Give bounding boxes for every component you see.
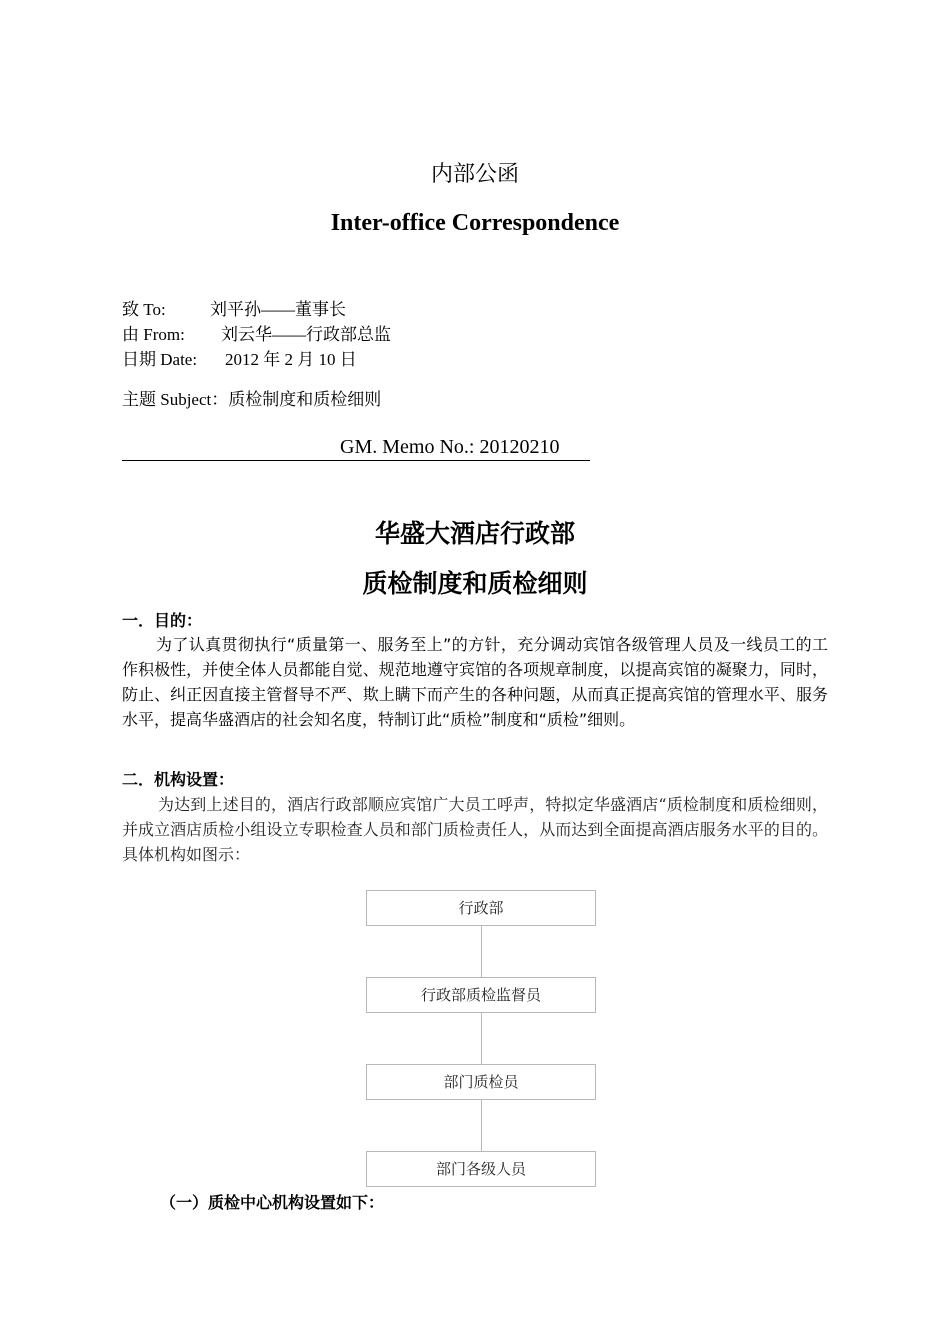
org-connector-2	[481, 1013, 482, 1064]
org-connector-1	[481, 926, 482, 977]
from-line	[122, 323, 391, 347]
org-box-dept-staff: 部门各级人员	[366, 1151, 596, 1187]
subject-value: 质检制度和质检细则	[228, 390, 382, 409]
memo-number: GM. Memo No.: 20120210	[340, 436, 560, 458]
to-label: 致 To:	[122, 300, 166, 319]
subject-line	[122, 388, 381, 412]
section1-paragraph: 为了认真贯彻执行“质量第一、服务至上”的方针，充分调动宾馆各级管理人员及一线员工的工作积极性，并使全体人员都能自觉、规范地遵守宾馆的各项规章制度，以提高宾馆的凝聚力，同时，防止、纠正因直接主管督导不严、欺上瞒下而产生的各种问题，从而真正提高宾馆的管理水平、服务水平，提高华盛酒店的社会知名度，特制订此“质检”制度和“质检”细则。	[122, 635, 828, 729]
from-value: 刘云华——行政部总监	[221, 325, 391, 344]
subject-label: 主题 Subject：	[122, 390, 229, 409]
from-label: 由 From:	[122, 325, 185, 344]
org-box-dept-inspector: 部门质检员	[366, 1064, 596, 1100]
section2-heading: 二．机构设置：	[122, 770, 235, 789]
to-line	[122, 298, 346, 322]
date-label: 日期 Date:	[122, 350, 198, 369]
doc-title: 质检制度和质检细则	[362, 569, 588, 598]
org-box-admin: 行政部	[366, 890, 596, 926]
to-value: 刘平孙——董事长	[210, 300, 346, 319]
org-box-supervisor: 行政部质检监督员	[366, 977, 596, 1013]
memo-title-english: Inter-office Correspondence	[330, 210, 620, 236]
org-connector-3	[481, 1100, 482, 1151]
org-title: 华盛大酒店行政部	[374, 519, 575, 548]
memo-number-line	[122, 434, 590, 461]
memo-title-chinese: 内部公函	[430, 162, 519, 187]
date-line	[122, 348, 357, 372]
date-value: 2012 年 2 月 10 日	[225, 350, 357, 369]
section2-paragraph: 为达到上述目的，酒店行政部顺应宾馆广大员工呼声，特拟定华盛酒店“质检制度和质检细则，并成立酒店质检小组设立专职检查人员和部门质检责任人，从而达到全面提高酒店服务水平的目的。具体机构如图示：	[122, 795, 828, 864]
section1-heading: 一．目的：	[122, 611, 203, 630]
subsection-heading: （一）质检中心机构设置如下：	[160, 1193, 385, 1212]
